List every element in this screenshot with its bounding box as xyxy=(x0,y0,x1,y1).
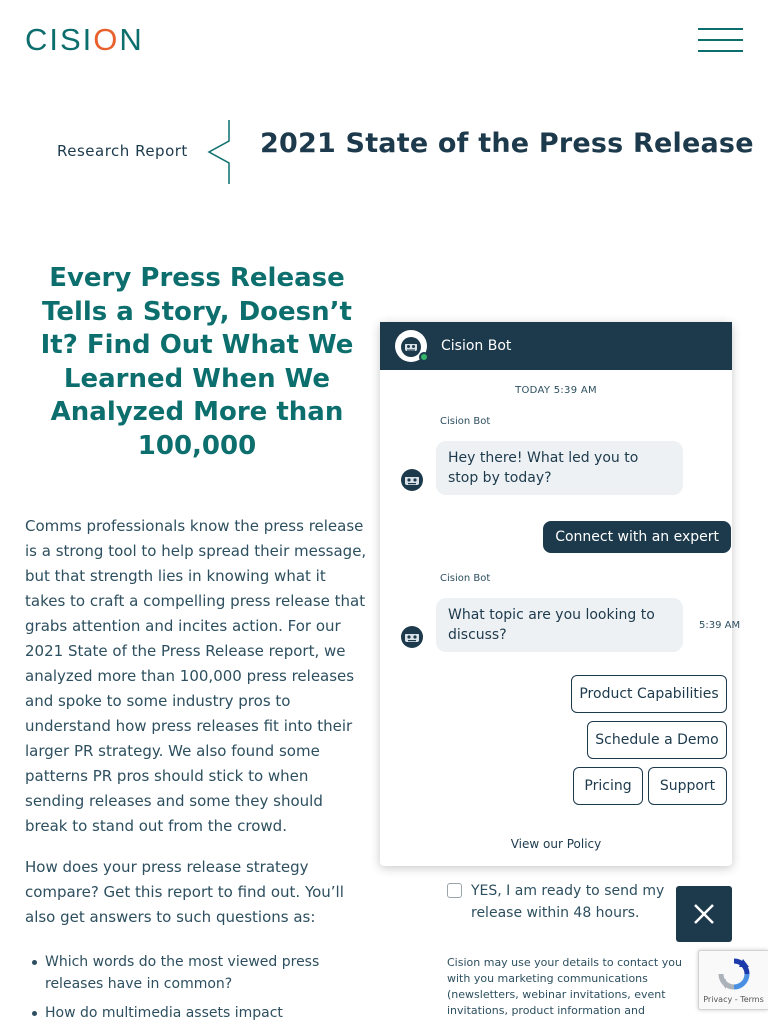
bot-message: What topic are you looking to discuss? xyxy=(436,598,683,652)
bot-avatar-icon xyxy=(398,622,426,650)
chat-timestamp: TODAY 5:39 AM xyxy=(515,385,597,396)
privacy-disclaimer: Cision may use your details to contact you with you marketing communications (newsletters, webinar invitations, event invitations, product information and xyxy=(447,956,682,1017)
bot-avatar-icon xyxy=(395,330,427,362)
message-sender: Cision Bot xyxy=(440,416,491,427)
option-support-button[interactable]: Support xyxy=(648,767,727,805)
bot-message: Hey there! ⁠What led you to stop by today? xyxy=(436,441,683,495)
hero-heading: Every Press Release Tells a Story, Doesn’t It? Find Out What We Learned When We Analyzed More than 100,000 xyxy=(40,263,354,461)
chat-header xyxy=(380,322,732,370)
list-item: Which words do the most viewed press releases have in common? xyxy=(45,951,345,995)
question-paragraph: How does your press release strategy compare? Get this report to find out. You’ll also get answers to such questions as: xyxy=(25,858,344,926)
report-kicker: Research Report xyxy=(57,142,188,160)
message-time: 5:39 AM xyxy=(699,620,741,631)
intro-paragraph: Comms professionals know the press release is a strong tool to help spread their message, but that strength lies in knowing what it takes to craft a compelling press release that grabs attention and incites action. For our 2021 State of the Press Release report, we analyzed more than 100,000 press releases and spoke to some industry pros to understand how press releases fit into their larger PR strategy. We also found some patterns PR pros should stick to when sending releases and some they should break to stand out from the crowd. xyxy=(25,517,367,835)
consent-row xyxy=(447,880,677,924)
logo-text-part2: N xyxy=(119,22,144,57)
close-chat-button[interactable] xyxy=(676,886,732,942)
logo-wordmark xyxy=(25,22,144,58)
close-icon xyxy=(693,903,715,925)
policy-link[interactable]: View our Policy xyxy=(510,837,602,851)
consent-label: YES, I am ready to send my release within 48 hours. xyxy=(471,883,665,921)
chevron-divider-icon xyxy=(206,120,232,184)
recaptcha-icon xyxy=(717,957,751,991)
online-status-dot xyxy=(419,352,429,362)
logo-text-o: O xyxy=(93,22,120,57)
cision-logo[interactable] xyxy=(25,24,144,56)
chat-widget xyxy=(380,322,741,866)
recaptcha-terms[interactable]: Privacy - Terms xyxy=(703,995,764,1004)
option-product-capabilities-button[interactable]: Product Capabilities xyxy=(571,675,727,713)
recaptcha-badge[interactable] xyxy=(698,950,768,1010)
chat-title: Cision Bot xyxy=(441,338,512,354)
option-pricing-button[interactable]: Pricing xyxy=(573,767,643,805)
page-title: 2021 State of the Press Release xyxy=(260,128,754,159)
logo-text-part1: CISI xyxy=(25,22,94,57)
user-message[interactable]: Connect with an expert xyxy=(543,521,731,553)
question-list xyxy=(45,951,345,1031)
option-schedule-demo-button[interactable]: Schedule a Demo xyxy=(587,721,727,759)
message-sender: Cision Bot xyxy=(440,573,491,584)
list-item: How do multimedia assets impact xyxy=(45,1002,345,1024)
consent-checkbox[interactable] xyxy=(447,883,462,898)
bot-avatar-icon xyxy=(398,465,426,493)
menu-icon[interactable] xyxy=(698,28,743,52)
